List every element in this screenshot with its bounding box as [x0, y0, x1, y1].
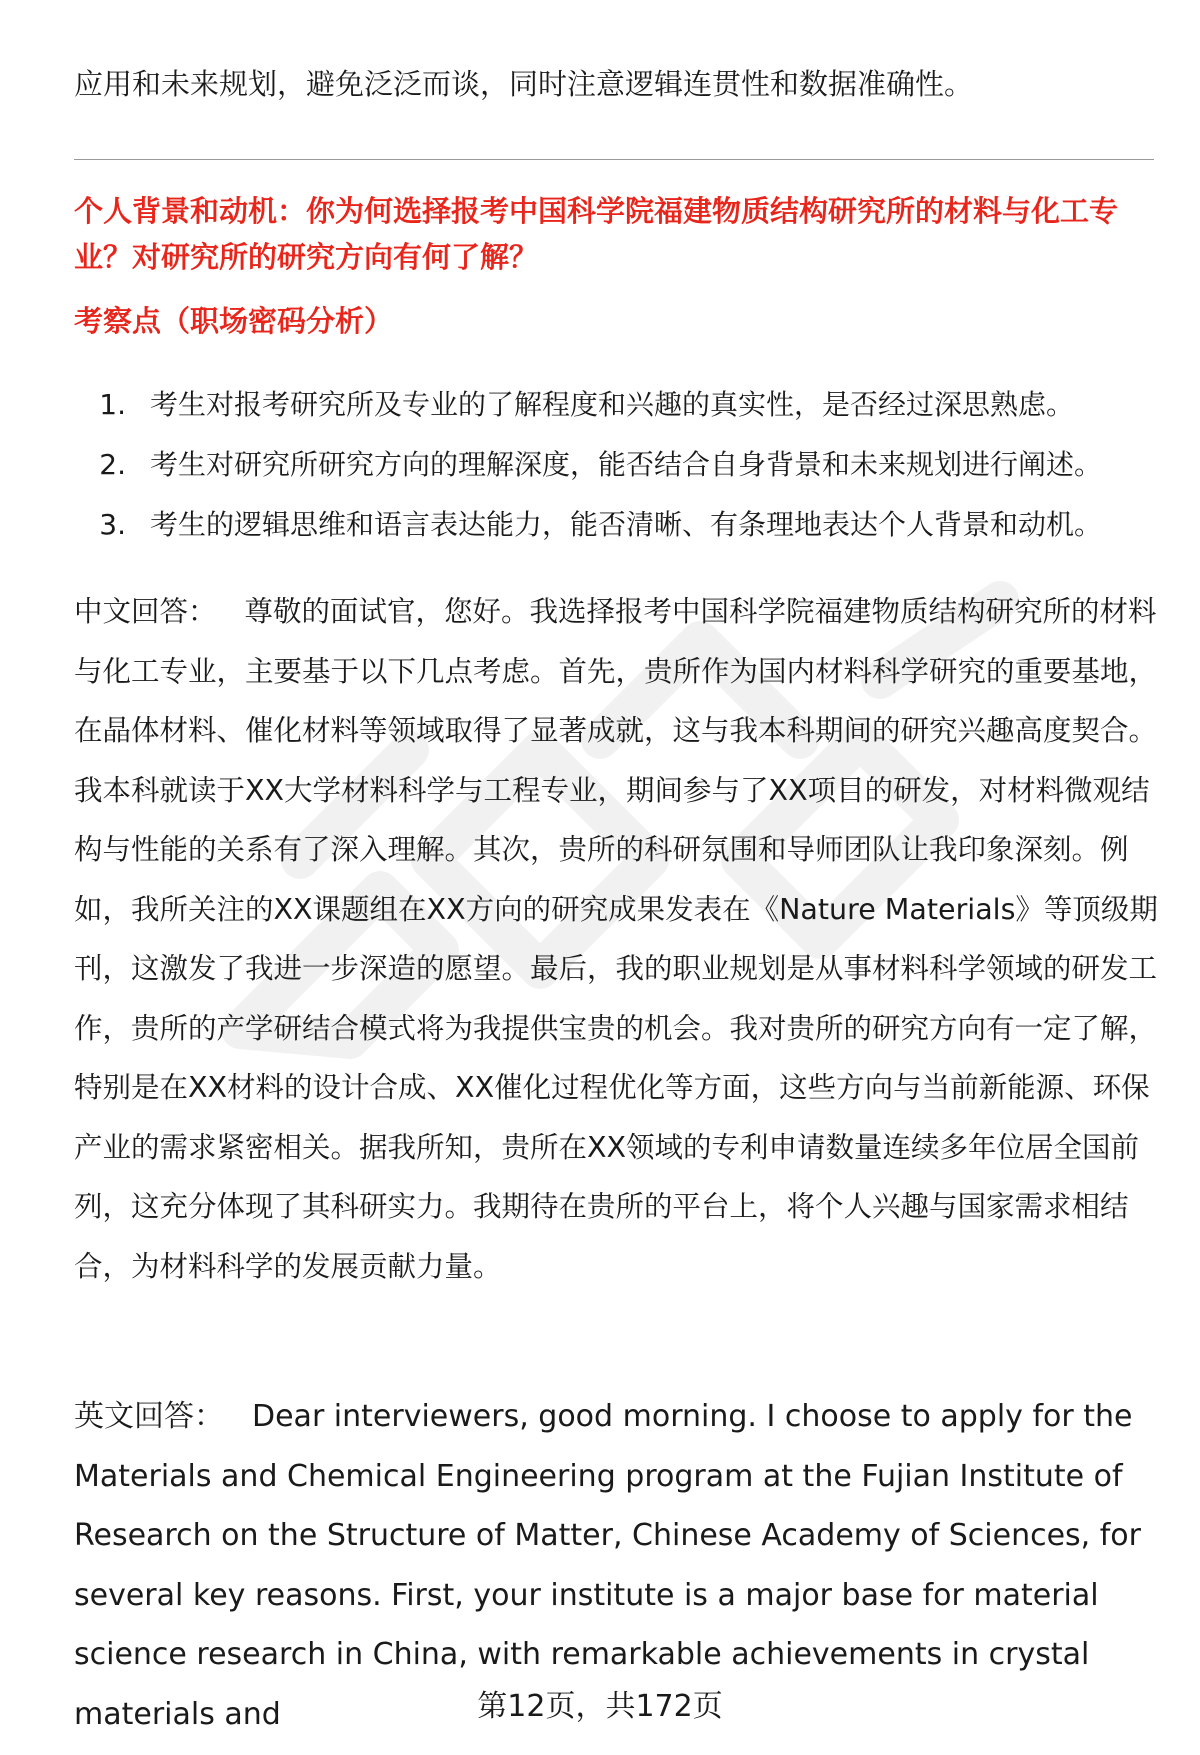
list-item-text: 考生的逻辑思维和语言表达能力，能否清晰、有条理地表达个人背景和动机。	[150, 508, 1103, 541]
list-item	[74, 495, 1164, 555]
list-item-text: 考生对研究所研究方向的理解深度，能否结合自身背景和未来规划进行阐述。	[150, 448, 1103, 481]
chinese-answer-paragraph	[74, 582, 1169, 1296]
list-item-text: 考生对报考研究所及专业的了解程度和兴趣的真实性，是否经过深思熟虑。	[150, 388, 1075, 421]
list-item-number: 1.	[99, 388, 126, 421]
list-item	[74, 375, 1164, 435]
english-answer-label: 英文回答：	[74, 1399, 224, 1434]
assessment-points-list	[74, 375, 1164, 555]
english-answer-text: Dear interviewers, good morning. I choose to apply for the Materials and Chemical Engineering program at the Fujian Institute of Research on the Structure of Matter, Chinese Academy of Sciences, for several key reasons. First, your institute is a major base for material science research in China, with remarkable achievements in crystal materials and	[74, 1399, 1141, 1732]
list-item-number: 3.	[99, 508, 126, 541]
page-number-footer: 第12页，共172页	[477, 1689, 723, 1724]
section-title: 考察点（职场密码分析）	[74, 304, 394, 338]
horizontal-divider	[74, 159, 1154, 160]
list-item	[74, 435, 1164, 495]
continuation-text: 应用和未来规划，避免泛泛而谈，同时注意逻辑连贯性和数据准确性。	[74, 67, 974, 101]
chinese-answer-text: 尊敬的面试官，您好。我选择报考中国科学院福建物质结构研究所的材料与化工专业，主要基于以下几点考虑。首先，贵所作为国内材料科学研究的重要基地，在晶体材料、催化材料等领域取得了显著成就，这与我本科期间的研究兴趣高度契合。我本科就读于XX大学材料科学与工程专业，期间参与了XX项目的研发，对材料微观结构与性能的关系有了深入理解。其次，贵所的科研氛围和导师团队让我印象深刻。例如，我所关注的XX课题组在XX方向的研究成果发表在《Nature Materials》等顶级期刊，这激发了我进一步深造的愿望。最后，我的职业规划是从事材料科学领域的研发工作，贵所的产学研结合模式将为我提供宝贵的机会。我对贵所的研究方向有一定了解，特别是在XX材料的设计合成、XX催化过程优化等方面，这些方向与当前新能源、环保产业的需求紧密相关。据我所知，贵所在XX领域的专利申请数量连续多年位居全国前列，这充分体现了其科研实力。我期待在贵所的平台上，将个人兴趣与国家需求相结合，为材料科学的发展贡献力量。	[74, 595, 1158, 1283]
list-item-number: 2.	[99, 448, 126, 481]
chinese-answer-label: 中文回答：	[74, 595, 217, 628]
question-heading: 个人背景和动机：你为何选择报考中国科学院福建物质结构研究所的材料与化工专业？对研究所的研究方向有何了解？	[74, 194, 1119, 274]
